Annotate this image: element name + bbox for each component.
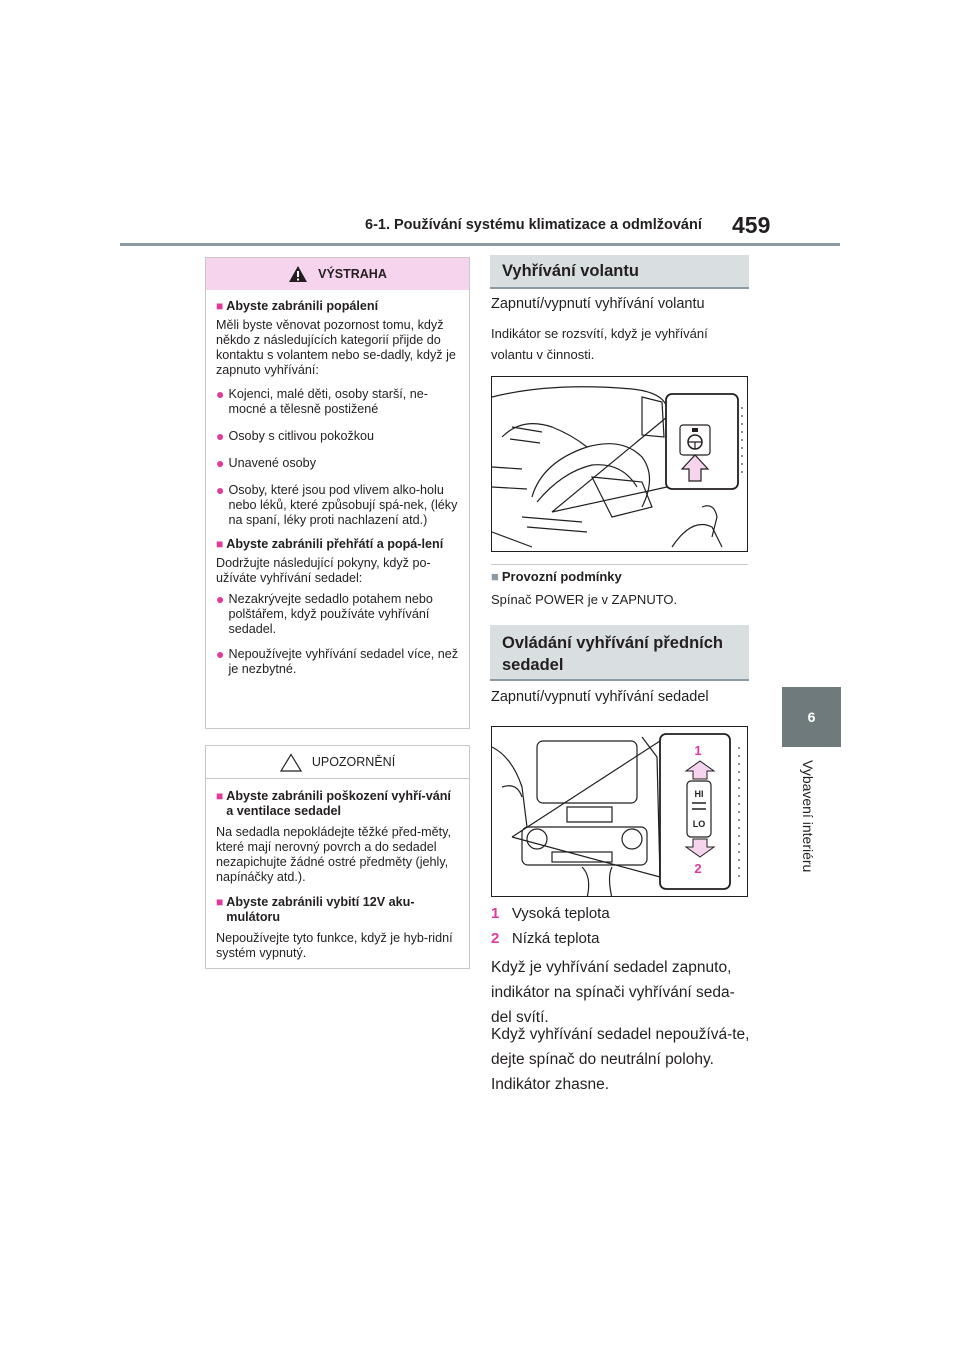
square-bullet-icon: ■ bbox=[216, 895, 224, 909]
square-bullet-icon: ■ bbox=[216, 299, 224, 313]
bullet-dot-icon: ● bbox=[216, 386, 225, 402]
bullet-dot-icon: ● bbox=[216, 646, 225, 662]
caution-paragraph: Na sedadla nepokládejte těžké před-měty, které mají nerovný povrch a do sedadel nezapichujte žádné ostré předměty (jehly, napínáčky atd.). bbox=[216, 825, 451, 884]
bullet-dot-icon: ● bbox=[216, 428, 225, 444]
warning-bullet: ● Kojenci, malé děti, osoby starší, ne-mocné a tělesně postižené bbox=[216, 386, 428, 416]
caution-subheading: ■ Abyste zabránili poškození vyhří-vání a ventilace sedadel bbox=[216, 789, 451, 818]
bullet-dot-icon: ● bbox=[216, 591, 225, 607]
square-bullet-icon: ■ bbox=[216, 789, 224, 803]
legend-item-2: 2 Nízká teplota bbox=[491, 930, 600, 947]
warning-bullet: ● Nezakrývejte sedadlo potahem nebo polštářem, když používáte vyhřívání sedadel. bbox=[216, 591, 433, 636]
caution-box bbox=[205, 745, 470, 969]
page-number: 459 bbox=[732, 212, 771, 238]
operating-conditions-text: Spínač POWER je v ZAPNUTO. bbox=[491, 592, 678, 607]
chapter-tab[interactable]: 6 bbox=[782, 687, 841, 747]
warning-paragraph: Dodržujte následující pokyny, když po-užíváte vyhřívání sedadel: bbox=[216, 556, 431, 585]
seat-heater-switch-icon bbox=[492, 727, 748, 897]
seat-heater-intro: Zapnutí/vypnutí vyhřívání sedadel bbox=[491, 689, 709, 705]
steering-heater-heading: Vyhřívání volantu bbox=[490, 255, 749, 289]
section-divider bbox=[491, 564, 748, 565]
legend-item-1: 1 Vysoká teplota bbox=[491, 905, 610, 922]
square-bullet-icon: ■ bbox=[491, 569, 499, 584]
caution-title: UPOZORNĚNÍ bbox=[311, 755, 396, 769]
square-bullet-icon: ■ bbox=[216, 537, 224, 551]
warning-bullet: ● Osoby, které jsou pod vlivem alko-holu nebo léků, které způsobují spá-nek, (léky na spaní, léky proti nachlazení atd.) bbox=[216, 482, 458, 527]
warning-subheading: ■ Abyste zabránili přehřátí a popá-lení bbox=[216, 537, 444, 551]
section-title: 6-1. Používání systému klimatizace a odmlžování bbox=[365, 217, 702, 233]
seat-heater-paragraph-2: Když vyhřívání sedadel nepoužívá-te, dejte spínač do neutrální polohy. Indikátor zhasne. bbox=[491, 1026, 750, 1093]
steering-intro: Zapnutí/vypnutí vyhřívání volantu bbox=[491, 296, 705, 312]
warning-bullet: ● Nepoužívejte vyhřívání sedadel více, než je nezbytné. bbox=[216, 646, 459, 676]
warning-header bbox=[206, 258, 469, 290]
bullet-dot-icon: ● bbox=[216, 482, 225, 498]
operating-conditions-heading: ■ Provozní podmínky bbox=[491, 569, 622, 584]
caution-subheading: ■ Abyste zabránili vybití 12V aku-mulátoru bbox=[216, 895, 415, 924]
caution-triangle-icon bbox=[280, 753, 302, 772]
callout-1: 1 bbox=[694, 743, 702, 758]
callout-2: 2 bbox=[694, 861, 702, 876]
header-divider bbox=[120, 243, 840, 246]
warning-paragraph: Měli byste věnovat pozornost tomu, když někdo z následujících kategorií přijde do kontaktu s volantem nebo se-dadly, když je zapnuto vyhřívání: bbox=[216, 318, 456, 377]
seat-heater-paragraph-1: Když je vyhřívání sedadel zapnuto, indikátor na spínači vyhřívání seda-del svítí. bbox=[491, 959, 735, 1026]
warning-bullet: ● Osoby s citlivou pokožkou bbox=[216, 428, 375, 444]
seat-heater-illustration bbox=[491, 726, 748, 897]
chapter-label: Vybavení interiéru bbox=[800, 760, 816, 873]
caution-header bbox=[206, 746, 469, 779]
switch-lo-label: LO bbox=[692, 819, 706, 829]
switch-hi-label: HI bbox=[694, 789, 704, 799]
bullet-dot-icon: ● bbox=[216, 455, 225, 471]
steering-heater-illustration bbox=[491, 376, 748, 552]
warning-triangle-icon bbox=[288, 265, 308, 283]
warning-bullet: ● Unavené osoby bbox=[216, 455, 316, 471]
seat-heater-heading: Ovládání vyhřívání předních sedadel bbox=[490, 625, 749, 681]
caution-paragraph: Nepoužívejte tyto funkce, když je hyb-ridní systém vypnutý. bbox=[216, 931, 453, 960]
steering-wheel-icon bbox=[492, 377, 748, 552]
warning-title: VÝSTRAHA bbox=[318, 267, 387, 281]
steering-note: Indikátor se rozsvítí, když je vyhřívání volantu v činnosti. bbox=[491, 326, 708, 362]
warning-subheading: ■ Abyste zabránili popálení bbox=[216, 299, 379, 313]
warning-box bbox=[205, 257, 470, 729]
